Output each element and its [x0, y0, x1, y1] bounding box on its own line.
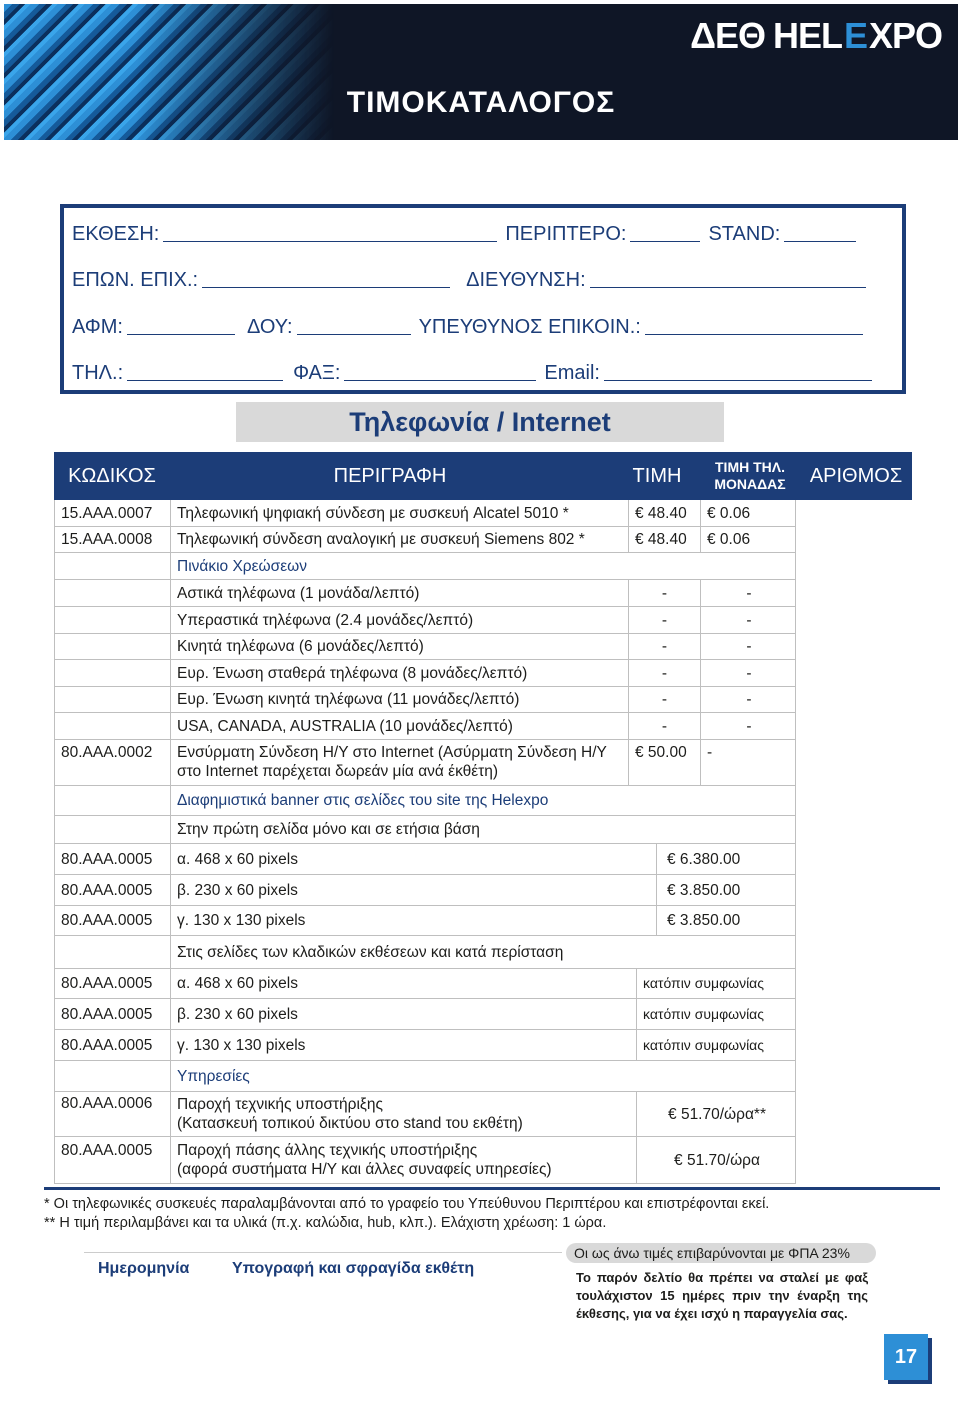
- table-row: [54, 553, 796, 580]
- table-row: [54, 713, 796, 740]
- row-unit-price: -: [746, 717, 752, 735]
- form-row-tax: [72, 313, 888, 339]
- row-description: α. 468 x 60 pixels: [171, 969, 637, 998]
- row-price: € 6.380.00: [667, 850, 741, 868]
- signature-label: Υπογραφή και σφραγίδα εκθέτη: [232, 1260, 475, 1277]
- table-header: [54, 452, 912, 500]
- row-price: -: [629, 713, 701, 739]
- banner-subtitle-2: Στις σελίδες των κλαδικών εκθέσεων και κατά περίσταση: [177, 943, 564, 961]
- exhibitor-form: [60, 204, 906, 394]
- page-header: [4, 4, 958, 140]
- fax-field[interactable]: [344, 380, 536, 381]
- row-price: -: [629, 580, 701, 606]
- form-row-company: [72, 266, 888, 292]
- label-exhibition: ΕΚΘΕΣΗ:: [72, 223, 160, 245]
- label-email: Email:: [544, 362, 600, 384]
- row-code: [55, 816, 171, 843]
- row-code: 15.ΑΑΑ.0007: [55, 500, 171, 526]
- logo-deth: ΔΕΘ: [690, 15, 765, 56]
- table-row: [54, 1137, 796, 1184]
- label-phone: ΤΗΛ.:: [72, 362, 124, 384]
- row-code: 80.ΑΑΑ.0005: [55, 1030, 171, 1060]
- note-materials: ** Η τιμή περιλαμβάνει και τα υλικά (π.χ. καλώδια, hub, κλπ.). Ελάχιστη χρέωση: 1 ώρα.: [44, 1215, 607, 1231]
- service-line2: (αφορά συστήματα Η/Υ και άλλες συναφείς υπηρεσίες): [177, 1161, 552, 1178]
- row-description: β. 230 x 60 pixels: [171, 875, 657, 905]
- label-fax: ΦΑΞ:: [293, 362, 341, 384]
- table-row: [54, 740, 796, 786]
- row-price: € 48.40: [629, 500, 701, 526]
- row-code: [55, 660, 171, 686]
- header-price: ΤΙΜΗ: [632, 464, 682, 487]
- row-price: κατόπιν συμφωνίας: [643, 975, 765, 991]
- row-price: € 51.70/ώρα: [674, 1151, 760, 1169]
- billing-subtitle: Πινάκιο Χρεώσεων: [177, 557, 307, 575]
- table-row: [54, 1061, 796, 1092]
- row-price: € 3.850.00: [667, 881, 741, 899]
- row-description: [171, 1092, 637, 1136]
- section-title: Τηλεφωνία / Internet: [236, 402, 724, 442]
- row-code: 80.ΑΑΑ.0005: [55, 969, 171, 998]
- row-description: Υπεραστικά τηλέφωνα (2.4 μονάδες/λεπτό): [171, 607, 629, 633]
- table-row: [54, 500, 796, 527]
- row-description: β. 230 x 60 pixels: [171, 999, 637, 1029]
- row-unit-price: € 0.06: [707, 504, 751, 522]
- label-address: ΔΙΕΥΘΥΝΣΗ:: [466, 269, 586, 291]
- row-description: Κινητά τηλέφωνα (6 μονάδες/λεπτό): [171, 634, 629, 659]
- row-price: κατόπιν συμφωνίας: [643, 1036, 765, 1053]
- page-title: ΤΙΜΟΚΑΤΑΛΟΓΟΣ: [346, 86, 616, 119]
- form-row-phone: [72, 359, 888, 385]
- row-unit-price: € 0.06: [707, 531, 751, 548]
- row-code: [55, 1061, 171, 1091]
- phone-field[interactable]: [127, 380, 283, 381]
- table-row: [54, 1092, 796, 1137]
- services-title: Υπηρεσίες: [177, 1067, 250, 1085]
- table-row: [54, 875, 796, 906]
- header-code: ΚΩΔΙΚΟΣ: [68, 464, 156, 487]
- row-price: κατόπιν συμφωνίας: [643, 1005, 765, 1022]
- row-unit-price: -: [746, 611, 752, 629]
- header-quantity: ΑΡΙΘΜΟΣ: [809, 464, 903, 487]
- row-code: 15.ΑΑΑ.0008: [55, 527, 171, 552]
- row-code: 80.ΑΑΑ.0005: [55, 844, 171, 874]
- row-code: 80.ΑΑΑ.0005: [55, 875, 171, 905]
- table-row: [54, 580, 796, 607]
- table-row: [54, 687, 796, 713]
- row-price: € 51.70/ώρα**: [668, 1105, 766, 1123]
- page-number: 17: [884, 1334, 928, 1380]
- row-description: Τηλεφωνική σύνδεση αναλογική με συσκευή Siemens 802 *: [171, 527, 629, 552]
- logo-xpo: XPO: [868, 15, 942, 56]
- date-label: Ημερομηνία: [98, 1260, 190, 1277]
- row-code: [55, 786, 171, 815]
- label-company: ΕΠΩΝ. ΕΠΙΧ.:: [72, 269, 199, 291]
- table-row: [54, 999, 796, 1030]
- row-code: [55, 687, 171, 712]
- row-price: -: [629, 687, 701, 712]
- row-unit-price: -: [746, 691, 752, 708]
- table-row: [54, 936, 796, 969]
- banner-subtitle: Στην πρώτη σελίδα μόνο και σε ετήσια βάση: [177, 821, 480, 838]
- row-price: -: [629, 607, 701, 633]
- header-unit-line1: ΤΙΜΗ ΤΗΛ.: [715, 459, 785, 475]
- vat-note: Οι ως άνω τιμές επιβαρύνονται με ΦΠΑ 23%: [566, 1243, 876, 1263]
- header-description: ΠΕΡΙΓΡΑΦΗ: [333, 464, 447, 487]
- row-description: Ενσύρματη Σύνδεση Η/Υ στο Internet (Ασύρματη Σύνδεση Η/Υ στο Internet παρέχεται δωρεάν μία ανά έκθέτη): [171, 740, 629, 785]
- row-description: γ. 130 x 130 pixels: [171, 906, 657, 935]
- row-description: Ευρ. Ένωση σταθερά τηλέφωνα (8 μονάδες/λεπτό): [171, 660, 629, 686]
- address-field[interactable]: [590, 287, 866, 288]
- row-code: 80.ΑΑΑ.0005: [55, 999, 171, 1029]
- service-line1: Παροχή πάσης άλλης τεχνικής υποστήριξης: [177, 1142, 478, 1159]
- label-stand: STAND:: [708, 223, 781, 245]
- row-unit-price: -: [707, 744, 713, 761]
- row-unit-price: -: [746, 584, 752, 602]
- row-code: [55, 936, 171, 968]
- row-price: € 3.850.00: [667, 912, 741, 929]
- table-row: [54, 1030, 796, 1061]
- table-row: [54, 786, 796, 816]
- label-contact: ΥΠΕΥΘΥΝΟΣ ΕΠΙΚΟΙΝ.:: [418, 316, 641, 338]
- table-row: [54, 607, 796, 634]
- contact-field[interactable]: [645, 334, 863, 335]
- company-field[interactable]: [202, 287, 450, 288]
- table-row: [54, 660, 796, 687]
- label-afm: ΑΦΜ:: [72, 316, 123, 338]
- doy-field[interactable]: [297, 334, 411, 335]
- row-code: 80.ΑΑΑ.0005: [55, 1137, 171, 1183]
- row-code: [55, 607, 171, 633]
- row-price: € 50.00: [629, 740, 701, 785]
- helexpo-logo: [690, 16, 942, 56]
- row-description: Τηλεφωνική ψηφιακή σύνδεση με συσκευή Alcatel 5010 *: [171, 500, 629, 526]
- row-code: [55, 553, 171, 579]
- row-description: USA, CANADA, AUSTRALIA (10 μονάδες/λεπτό): [171, 713, 629, 739]
- row-price: -: [629, 634, 701, 659]
- email-field[interactable]: [604, 380, 872, 381]
- exhibition-field[interactable]: [163, 241, 497, 242]
- service-line1: Παροχή τεχνικής υποστήριξης: [177, 1096, 383, 1113]
- stand-field[interactable]: [784, 241, 856, 242]
- row-price: -: [629, 660, 701, 686]
- row-description: Αστικά τηλέφωνα (1 μονάδα/λεπτό): [171, 580, 629, 606]
- label-doy: ΔΟΥ:: [246, 316, 293, 338]
- row-description: Ευρ. Ένωση κινητά τηλέφωνα (11 μονάδες/λεπτό): [171, 687, 629, 712]
- service-line2: (Κατασκευή τοπικού δικτύου στο stand του εκθέτη): [177, 1115, 523, 1132]
- signature-line: [84, 1252, 562, 1253]
- row-unit-price: -: [746, 664, 752, 682]
- row-price: € 48.40: [629, 527, 701, 552]
- row-code: [55, 713, 171, 739]
- table-row: [54, 906, 796, 936]
- row-code: 80.ΑΑΑ.0005: [55, 906, 171, 935]
- logo-e: E: [843, 15, 867, 56]
- pavilion-field[interactable]: [630, 241, 700, 242]
- table-row: [54, 634, 796, 660]
- row-unit-price: -: [746, 638, 752, 655]
- row-description: α. 468 x 60 pixels: [171, 844, 657, 874]
- table-row: [54, 816, 796, 844]
- fax-instructions: Το παρόν δελτίο θα πρέπει να σταλεί με φαξ τουλάχιστον 15 ημέρες πριν την έναρξη της έκθεσης, για να έχει ισχύ η παραγγελία σας.: [576, 1270, 868, 1321]
- header-unit-price: [700, 452, 800, 500]
- header-unit-line2: ΜΟΝΑΔΑΣ: [714, 476, 786, 492]
- label-pavilion: ΠΕΡΙΠΤΕΡΟ:: [505, 223, 627, 245]
- row-code: 80.ΑΑΑ.0006: [55, 1092, 171, 1136]
- afm-field[interactable]: [127, 334, 235, 335]
- table-row: [54, 844, 796, 875]
- row-description: γ. 130 x 130 pixels: [171, 1030, 637, 1060]
- row-code: [55, 580, 171, 606]
- note-phones: * Οι τηλεφωνικές συσκευές παραλαμβάνονται από το γραφείο του Υπεύθυνου Περιπτέρου και επιστρέφονται εκεί.: [44, 1196, 770, 1212]
- logo-hel: HEL: [772, 15, 842, 56]
- footer-divider: [44, 1187, 940, 1190]
- table-row: [54, 527, 796, 553]
- table-row: [54, 969, 796, 999]
- form-row-exhibition: [72, 220, 888, 246]
- row-code: 80.ΑΑΑ.0002: [55, 740, 171, 785]
- banner-title: Διαφημιστικά banner στις σελίδες του site της Helexpo: [177, 792, 549, 809]
- row-code: [55, 634, 171, 659]
- row-description: [171, 1137, 637, 1183]
